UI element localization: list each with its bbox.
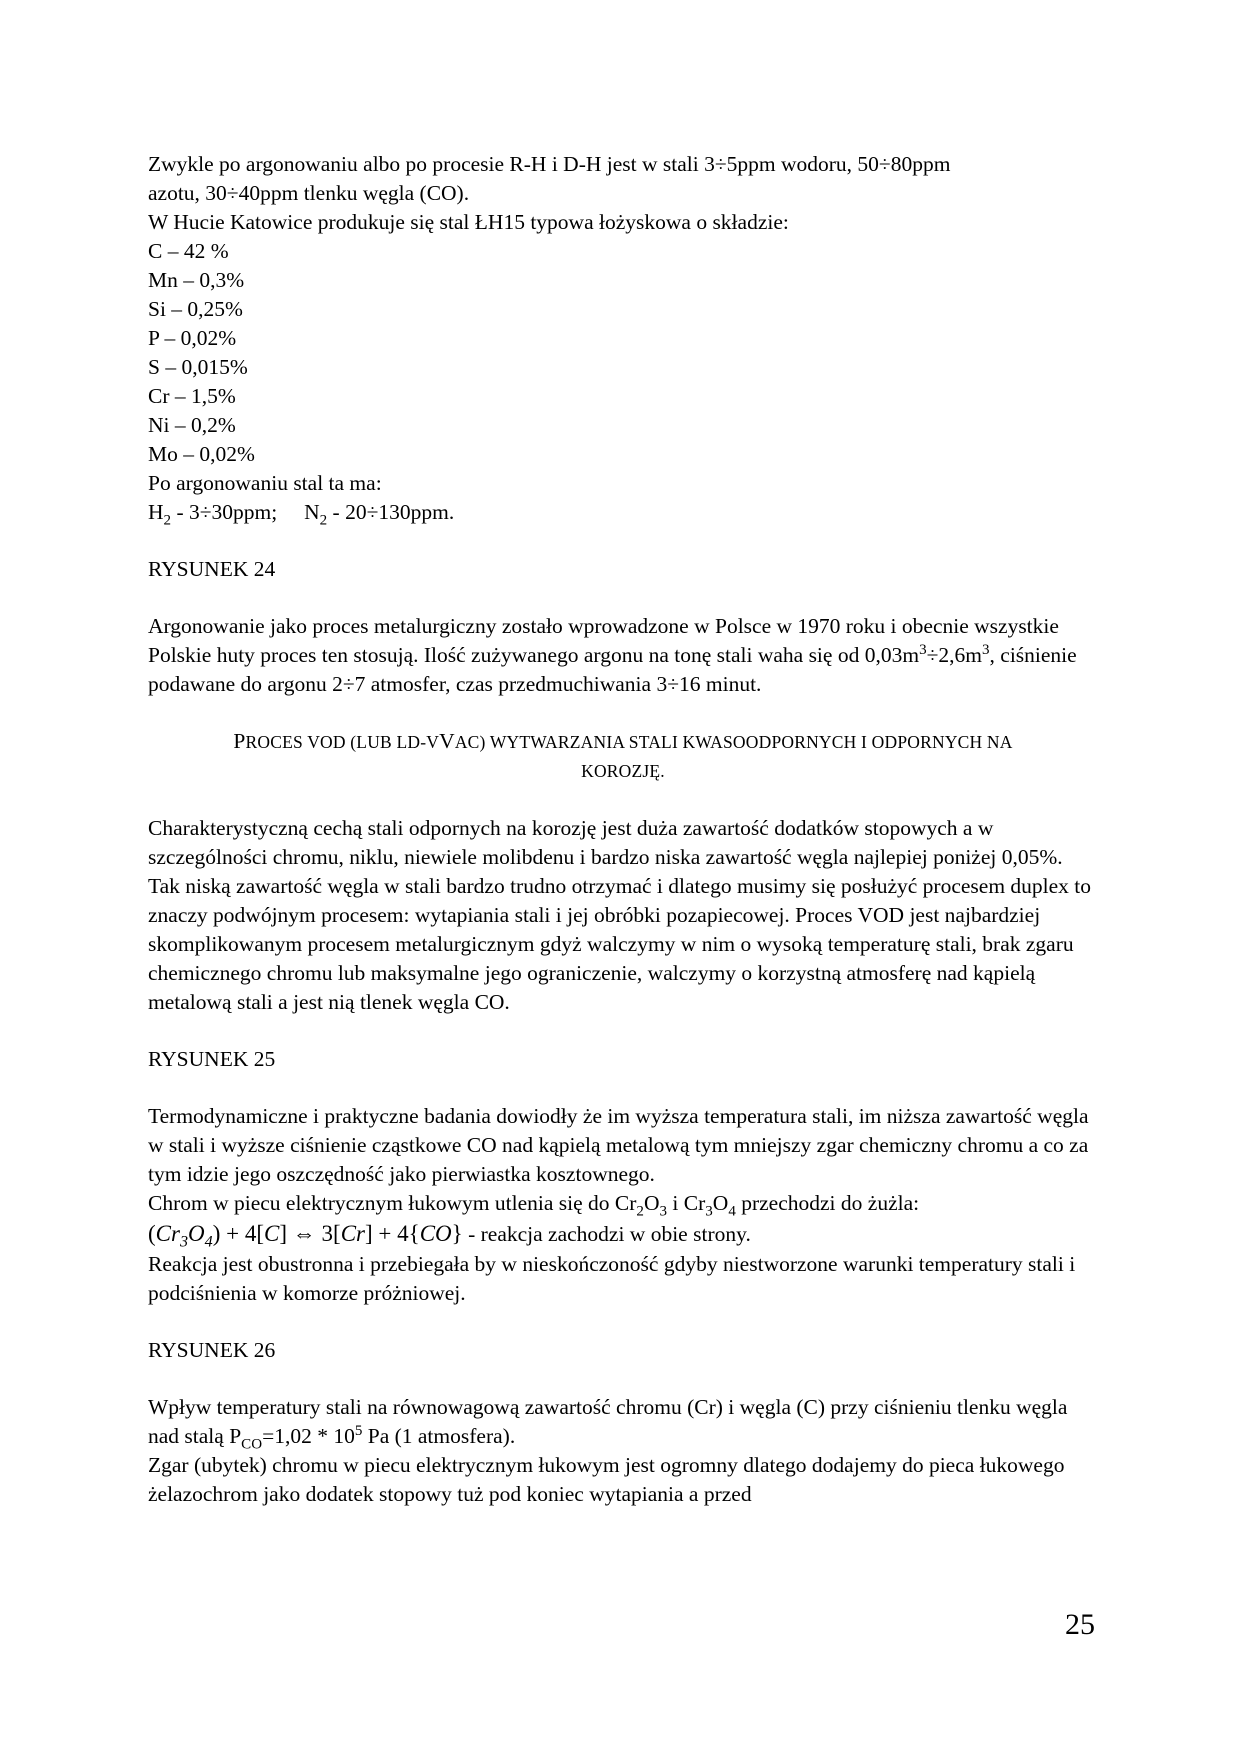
document-body <box>148 150 1098 1509</box>
paragraph-after-argon: Po argonowaniu stal ta ma: <box>148 471 382 495</box>
gas-content-line: $H_2 - 3\div 30ppm$; $N_2 - 20\div 130ppm$. <box>148 500 455 529</box>
paragraph-chromium-loss: Zgar (ubytek) chromu w piecu elektrycznym łukowym jest ogromny dlatego dodajemy do pieca łukowego żelazochrom jako dodatek stopowy tuż pod koniec wytapiania a przed <box>148 1453 1065 1506</box>
paragraph-steel-lh15: W Hucie Katowice produkuje się stal ŁH15 typowa łożyskowa o składzie: <box>148 210 789 234</box>
paragraph-argon-history: Argonowanie jako proces metalurgiczny zostało wprowadzone w Polsce w 1970 roku i obecnie wszystkie Polskie huty proces ten stosują. Ilość zużywanego argonu na tonę stali waha się od $0,03m^3\div 2,6m^3$, ciśnienie podawane do argonu 2÷7 atmosfer, czas przedmuchiwania 3÷16 minut. <box>148 614 1077 696</box>
composition-s: S – 0,015% <box>148 355 248 379</box>
composition-si: Si – 0,25% <box>148 297 243 321</box>
composition-p: P – 0,02% <box>148 326 237 350</box>
figure-label-24: RYSUNEK 24 <box>148 557 276 581</box>
composition-c: C – 42 % <box>148 239 229 263</box>
figure-label-26: RYSUNEK 26 <box>148 1338 276 1362</box>
section-heading: PROCES VOD (LUB LD-VVAC) WYTWARZANIA STALI KWASOODPORNYCH I ODPORNYCH NA KOROZJĘ. <box>233 729 1013 781</box>
paragraph-reaction-bidirectional: Reakcja jest obustronna i przebiegała by w nieskończoność gdyby niestworzone warunki temperatury stali i podciśnienia w komorze próżniowej. <box>148 1252 1076 1305</box>
reaction-formula: $(Cr_3O_4) + 4[C]$ ⇔ 3[Cr] + 4{CO} - reakcja zachodzi w obie strony. <box>148 1221 751 1251</box>
composition-mo: Mo – 0,02% <box>148 442 255 466</box>
paragraph-thermodynamics: Termodynamiczne i praktyczne badania dowiodły że im wyższa temperatura stali, im niższa zawartość węgla w stali i wyższe ciśnienie cząstkowe CO nad kąpielą metalową tym mniejszy zgar chemiczny chromu a co za tym idzie jego oszczędność jako pierwiastka kosztownego. <box>148 1104 1089 1186</box>
paragraph-chromium-oxidation: Chrom w piecu elektrycznym łukowym utlenia się do $Cr_2O_3$ i $Cr_3O_4$ przechodzi do żużla: <box>148 1191 920 1220</box>
page-number: 25 <box>1065 1608 1095 1641</box>
composition-ni: Ni – 0,2% <box>148 413 236 437</box>
figure-label-25: RYSUNEK 25 <box>148 1047 276 1071</box>
paragraph-hydrogen-content: Zwykle po argonowaniu albo po procesie R-H i D-H jest w stali 3÷5ppm wodoru, 50÷80ppm azotu, 30÷40ppm tlenku węgla (CO). <box>148 152 951 205</box>
paragraph-corrosion-steel: Charakterystyczną cechą stali odpornych na korozję jest duża zawartość dodatków stopowych a w szczególności chromu, niklu, niewiele molibdenu i bardzo niska zawartość węgla najlepiej poniżej 0,05%. Tak niską zawartość węgla w stali bardzo trudno otrzymać i dlatego musimy się posłużyć procesem duplex to znaczy podwójnym procesem: wytapiania stali i jej obróbki pozapiecowej. Proces VOD jest najbardziej skomplikowanym procesem metalurgicznym gdyż walczymy w nim o wysoką temperaturę stali, brak zgaru chemicznego chromu lub maksymalne jego ograniczenie, walczymy o korzystną atmosferę nad kąpielą metalową stali a jest nią tlenek węgla CO. <box>148 816 1092 1014</box>
composition-mn: Mn – 0,3% <box>148 268 245 292</box>
composition-cr: Cr – 1,5% <box>148 384 236 408</box>
paragraph-temperature-influence: Wpływ temperatury stali na równowagową zawartość chromu (Cr) i węgla (C) przy ciśnieniu tlenku węgla nad stalą $P_{CO}=1,02 * 10^5$ Pa (1 atmosfera). <box>148 1395 1068 1453</box>
